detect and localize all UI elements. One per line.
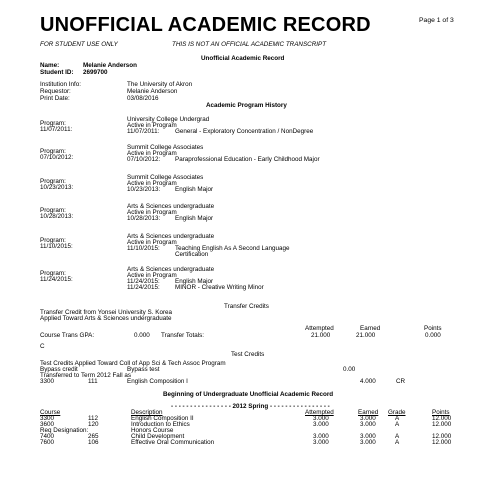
program-date: 11/24/2015: <box>40 276 73 283</box>
transfer-source: Transfer Credit from Yonsei University S. Korea <box>40 309 173 316</box>
plan-name: Paraprofessional Education - Early Childhood Major <box>175 156 320 163</box>
transfer-earned: 21.000 <box>356 332 376 339</box>
course-earned: 3.000 <box>360 415 376 422</box>
program-status: Active in Program <box>127 272 177 279</box>
attempted-header: Attempted <box>305 325 334 332</box>
course-earned: 3.000 <box>360 421 376 428</box>
program-name: Summit College Associates <box>127 174 204 181</box>
bypass-label: Bypass credit <box>40 366 78 373</box>
print-date-value: 03/08/2016 <box>127 95 159 102</box>
points-column-header: Points <box>432 409 450 416</box>
program-name: University College Undergrad <box>127 116 210 123</box>
course-attempted: 3.000 <box>313 439 329 446</box>
test-credits-applied: Test Credits Applied Toward Coll of App Sci & Tech Assoc Program <box>40 360 226 367</box>
program-label: Program: <box>40 148 66 155</box>
trans-gpa-label: Course Trans GPA: <box>40 332 95 339</box>
course-number: 112 <box>88 415 99 422</box>
program-date: 10/23/2013: <box>40 184 74 191</box>
transfer-totals-label: Transfer Totals: <box>161 332 205 339</box>
plan-date: 07/10/2012: <box>127 156 161 163</box>
print-date-label: Print Date: <box>40 95 70 102</box>
plan-date: 11/24/2015: <box>127 284 160 291</box>
program-name: Arts & Sciences undergraduate <box>127 203 215 210</box>
bypass-description: Bypass test <box>127 366 160 373</box>
course-grade: A <box>395 433 400 440</box>
earned-column-header: Earned <box>358 409 379 416</box>
points-header: Points <box>424 325 442 332</box>
plan-name: English Major <box>175 186 214 193</box>
program-date: 11/10/2015: <box>40 243 73 250</box>
plan-date: 11/07/2011: <box>127 128 160 135</box>
program-label: Program: <box>40 207 66 214</box>
earned-header: Earned <box>360 325 381 332</box>
program-status: Active in Program <box>127 209 177 216</box>
term-header: - - - - - - - - - - - - - - - - 2012 Spring - - - - - - - - - - - - - - - - <box>171 403 330 410</box>
attempted-column-header: Attempted <box>305 409 334 416</box>
course-description: Effective Oral Communication <box>131 439 215 446</box>
course-grade: A <box>395 439 400 446</box>
student-id: 2699700 <box>83 69 108 76</box>
program-label: Program: <box>40 237 66 244</box>
test-course-code: 3300 <box>40 378 55 385</box>
req-designation-label: Req Designation: <box>40 427 89 434</box>
description-column-header: Description <box>131 409 163 416</box>
course-description: Child Development <box>131 433 185 440</box>
requestor-label: Requestor: <box>40 88 71 95</box>
student-id-label: Student ID: <box>40 69 74 76</box>
program-date: 11/07/2011: <box>40 126 73 133</box>
name-label: Name: <box>40 62 60 69</box>
program-status: Active in Program <box>127 239 177 246</box>
course-code: 3600 <box>40 421 55 428</box>
transfer-attempted: 21.000 <box>311 332 331 339</box>
course-points: 12.000 <box>432 439 452 446</box>
program-label: Program: <box>40 178 66 185</box>
program-status: Active in Program <box>127 180 177 187</box>
course-points: 12.000 <box>432 433 452 440</box>
course-number: 265 <box>88 433 99 440</box>
program-status: Active in Program <box>127 122 177 129</box>
program-history-title: Academic Program History <box>206 102 287 109</box>
grade-column-header: Grade <box>388 409 406 416</box>
course-description: English Composition II <box>131 415 194 422</box>
plan-name: General - Exploratory Concentration / NonDegree <box>175 128 314 135</box>
program-name: Summit College Associates <box>127 144 204 151</box>
course-description: Introduction to Ethics <box>131 421 190 428</box>
program-status: Active in Program <box>127 150 177 157</box>
course-code: 3300 <box>40 415 55 422</box>
transfer-applied: Applied Toward Arts & Sciences undergraduate <box>40 315 172 322</box>
transfer-points: 0.000 <box>425 332 441 339</box>
course-points: 12.000 <box>432 415 452 422</box>
bypass-value: 0.00 <box>343 366 356 373</box>
plan-date: 11/10/2015: <box>127 245 160 252</box>
course-points: 12.000 <box>432 421 452 428</box>
course-grade: A <box>395 415 400 422</box>
student-name: Melanie Anderson <box>83 62 137 69</box>
test-course-grade: CR <box>396 378 406 385</box>
institution-label: Institution Info: <box>40 81 81 88</box>
course-code: 7600 <box>40 439 55 446</box>
transfer-credits-title: Transfer Credits <box>224 303 269 310</box>
course-earned: 3.000 <box>360 433 376 440</box>
test-credits-title: Test Credits <box>231 351 265 358</box>
program-name: Arts & Sciences undergraduate <box>127 233 215 240</box>
transferred-note: Transferred to Term 2012 Fall as <box>40 372 131 379</box>
not-official-note: THIS IS NOT AN OFFICIAL ACADEMIC TRANSCRIPT <box>172 41 327 48</box>
program-label: Program: <box>40 270 66 277</box>
requestor-value: Melanie Anderson <box>127 88 178 95</box>
test-course-number: 111 <box>88 378 98 385</box>
test-course-earned: 4.000 <box>360 378 376 385</box>
record-title: Unofficial Academic Record <box>201 55 285 62</box>
course-earned: 3.000 <box>360 439 376 446</box>
plan-name: English Major <box>175 278 214 285</box>
c-mark: C <box>40 343 45 350</box>
program-date: 10/28/2013: <box>40 213 74 220</box>
course-attempted: 3.000 <box>313 415 329 422</box>
test-course-name: English Composition I <box>127 378 188 385</box>
plan-name: Teaching English As A Second Language <box>175 245 290 252</box>
student-use-note: FOR STUDENT USE ONLY <box>40 41 118 48</box>
plan-date: 10/23/2013: <box>127 186 161 193</box>
undergrad-record-title: Beginning of Undergraduate Unofficial Academic Record <box>163 391 334 398</box>
course-number: 106 <box>88 439 99 446</box>
plan-name: MINOR - Creative Writing Minor <box>175 284 264 291</box>
course-description: Honors Course <box>131 427 174 434</box>
trans-gpa-value: 0.000 <box>134 332 150 339</box>
document-title: UNOFFICIAL ACADEMIC RECORD <box>40 14 371 36</box>
institution-value: The University of Akron <box>127 81 193 88</box>
course-grade: A <box>395 421 400 428</box>
program-label: Program: <box>40 120 66 127</box>
course-attempted: 3.000 <box>313 433 329 440</box>
course-column-header: Course <box>40 409 61 416</box>
course-number: 120 <box>88 421 99 428</box>
course-code: 7400 <box>40 433 55 440</box>
program-date: 07/10/2012: <box>40 154 74 161</box>
page-number: Page 1 of 3 <box>419 17 454 24</box>
plan-date: 10/28/2013: <box>127 215 161 222</box>
plan-date: 11/24/2015: <box>127 278 160 285</box>
plan-name: English Major <box>175 215 214 222</box>
plan-name-continued: Certification <box>175 251 209 258</box>
course-attempted: 3.000 <box>313 421 329 428</box>
program-name: Arts & Sciences undergraduate <box>127 266 215 273</box>
